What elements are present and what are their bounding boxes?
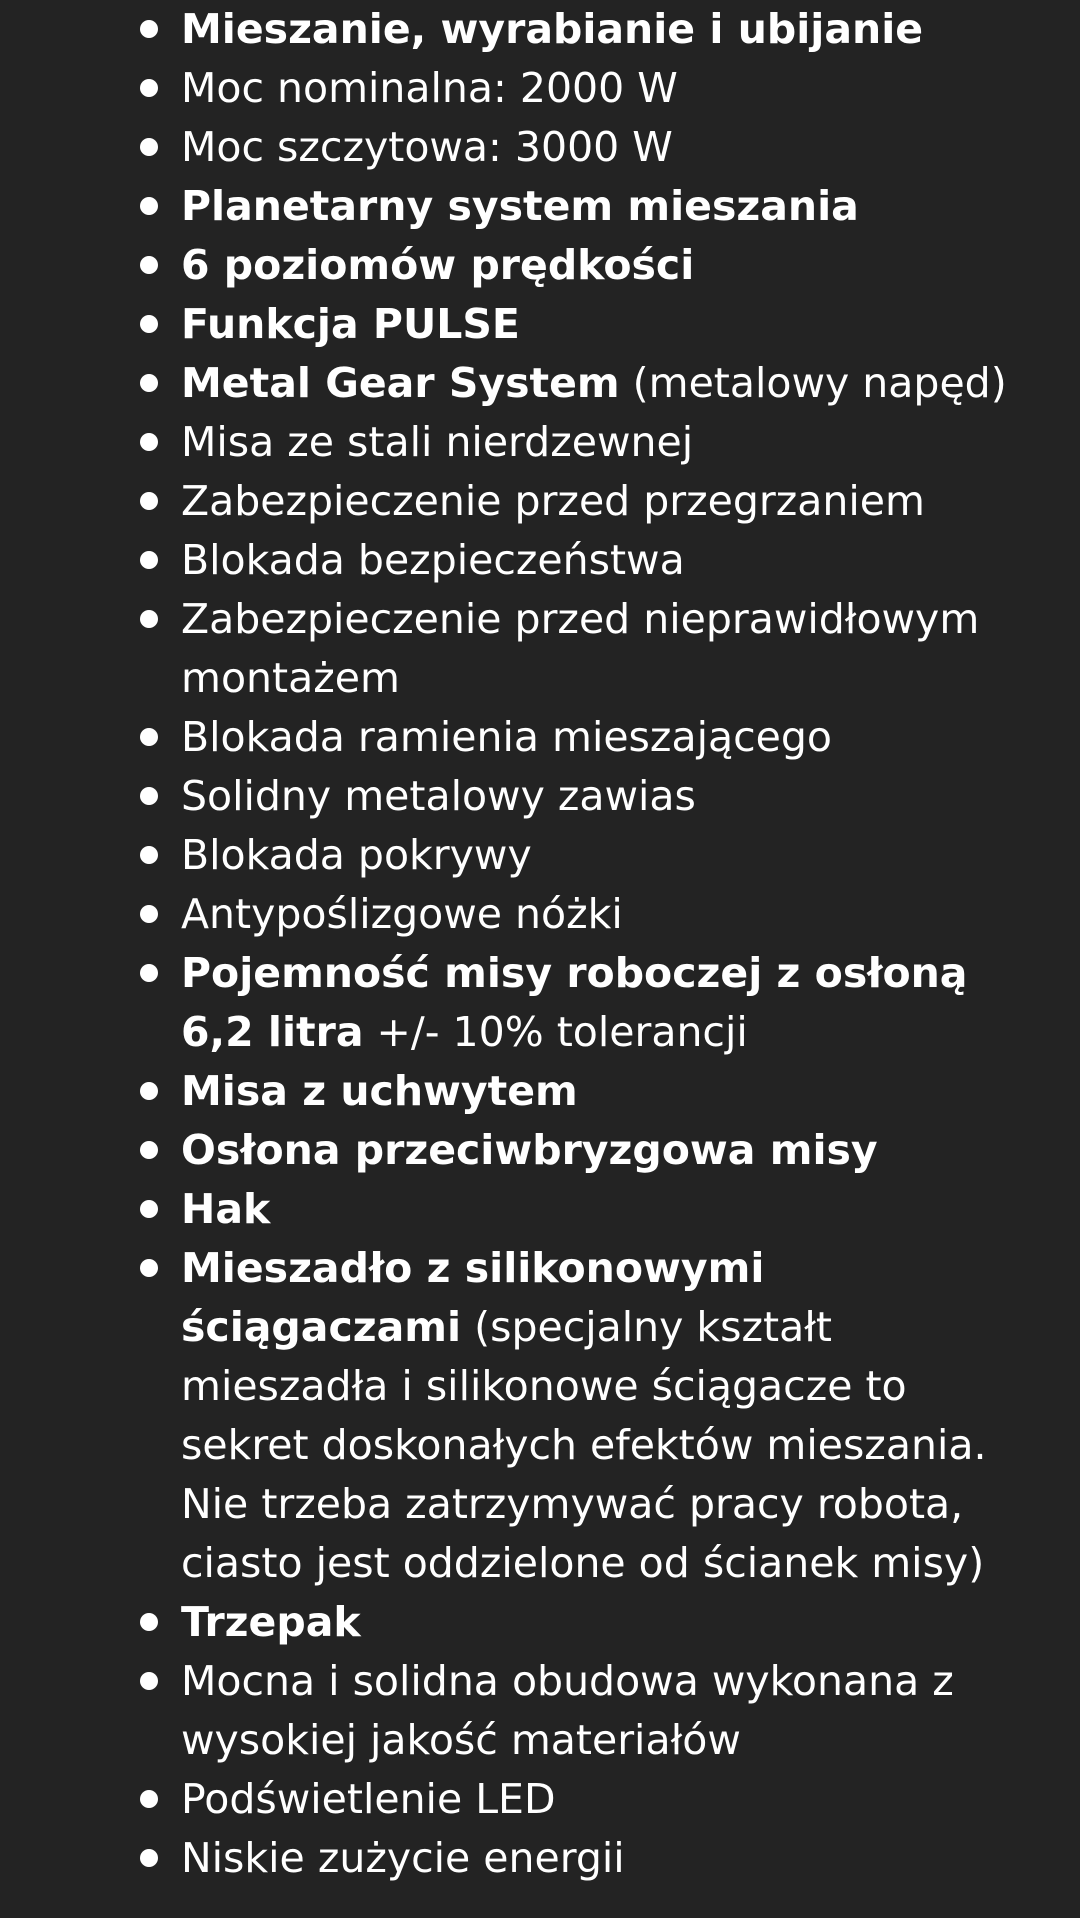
- feature-normal-text: Moc szczytowa: 3000 W: [181, 123, 673, 171]
- bullet-icon: [140, 964, 158, 982]
- list-item: [0, 708, 1080, 767]
- bullet-icon: [140, 551, 158, 569]
- list-item: [0, 767, 1080, 826]
- feature-normal-text: Blokada ramienia mieszającego: [181, 713, 832, 761]
- bullet-icon: [140, 905, 158, 923]
- feature-bold-text: 6 poziomów prędkości: [181, 241, 695, 289]
- feature-bold-text: Mieszadło z silikonowymi ściągaczami: [181, 1244, 765, 1351]
- list-item: [0, 354, 1080, 413]
- bullet-icon: [140, 610, 158, 628]
- list-item: [0, 0, 1080, 59]
- list-item: [0, 177, 1080, 236]
- feature-normal-text: Antypoślizgowe nóżki: [181, 890, 623, 938]
- bullet-icon: [140, 1790, 158, 1808]
- list-item: [0, 1180, 1080, 1239]
- list-item: [0, 590, 1080, 708]
- feature-bold-text: Pojemność misy roboczej z osłoną 6,2 litra: [181, 949, 968, 1056]
- bullet-icon: [140, 846, 158, 864]
- list-item: [0, 1593, 1080, 1652]
- bullet-icon: [140, 787, 158, 805]
- bullet-icon: [140, 1141, 158, 1159]
- bullet-icon: [140, 1259, 158, 1277]
- list-item: [0, 1770, 1080, 1829]
- feature-bold-text: Funkcja PULSE: [181, 300, 520, 348]
- feature-normal-text: Misa ze stali nierdzewnej: [181, 418, 694, 466]
- list-item: [0, 472, 1080, 531]
- bullet-icon: [140, 1672, 158, 1690]
- bullet-icon: [140, 492, 158, 510]
- feature-normal-text: (metalowy napęd): [619, 359, 1007, 407]
- feature-normal-text: Solidny metalowy zawias: [181, 772, 696, 820]
- list-item: [0, 413, 1080, 472]
- feature-bold-text: Metal Gear System: [181, 359, 620, 407]
- bullet-icon: [140, 728, 158, 746]
- bullet-icon: [140, 20, 158, 38]
- bullet-icon: [140, 138, 158, 156]
- feature-bold-text: Hak: [181, 1185, 271, 1233]
- feature-normal-text: Zabezpieczenie przed nieprawidłowym montażem: [181, 595, 980, 702]
- feature-bold-text: Osłona przeciwbryzgowa misy: [181, 1126, 878, 1174]
- feature-normal-text: Podświetlenie LED: [181, 1775, 556, 1823]
- feature-normal-text: Blokada pokrywy: [181, 831, 532, 879]
- list-item: [0, 1652, 1080, 1770]
- feature-bold-text: Trzepak: [181, 1598, 361, 1646]
- list-item: [0, 944, 1080, 1062]
- list-item: [0, 236, 1080, 295]
- bullet-icon: [140, 1613, 158, 1631]
- feature-normal-text: (specjalny kształt mieszadła i silikonowe ściągacze to sekret doskonałych efektów mieszania. Nie trzeba zatrzymywać pracy robota, ciasto jest oddzielone od ścianek misy): [181, 1303, 987, 1587]
- feature-bold-text: Misa z uchwytem: [181, 1067, 578, 1115]
- bullet-icon: [140, 79, 158, 97]
- bullet-icon: [140, 315, 158, 333]
- feature-normal-text: Mocna i solidna obudowa wykonana z wysokiej jakość materiałów: [181, 1657, 954, 1764]
- list-item: [0, 1121, 1080, 1180]
- bullet-icon: [140, 1200, 158, 1218]
- bullet-icon: [140, 256, 158, 274]
- list-item: [0, 531, 1080, 590]
- bullet-icon: [140, 1082, 158, 1100]
- feature-bold-text: Planetarny system mieszania: [181, 182, 859, 230]
- feature-normal-text: Blokada bezpieczeństwa: [181, 536, 685, 584]
- feature-bold-text: Mieszanie, wyrabianie i ubijanie: [181, 5, 924, 53]
- list-item: [0, 59, 1080, 118]
- feature-normal-text: Moc nominalna: 2000 W: [181, 64, 678, 112]
- list-item: [0, 118, 1080, 177]
- list-item: [0, 885, 1080, 944]
- list-item: [0, 295, 1080, 354]
- list-item: [0, 1829, 1080, 1888]
- bullet-icon: [140, 433, 158, 451]
- bullet-icon: [140, 1849, 158, 1867]
- list-item: [0, 826, 1080, 885]
- feature-normal-text: +/- 10% tolerancji: [363, 1008, 748, 1056]
- feature-normal-text: Zabezpieczenie przed przegrzaniem: [181, 477, 925, 525]
- list-item: [0, 1239, 1080, 1593]
- bullet-icon: [140, 197, 158, 215]
- list-item: [0, 1062, 1080, 1121]
- bullet-icon: [140, 374, 158, 392]
- feature-normal-text: Niskie zużycie energii: [181, 1834, 625, 1882]
